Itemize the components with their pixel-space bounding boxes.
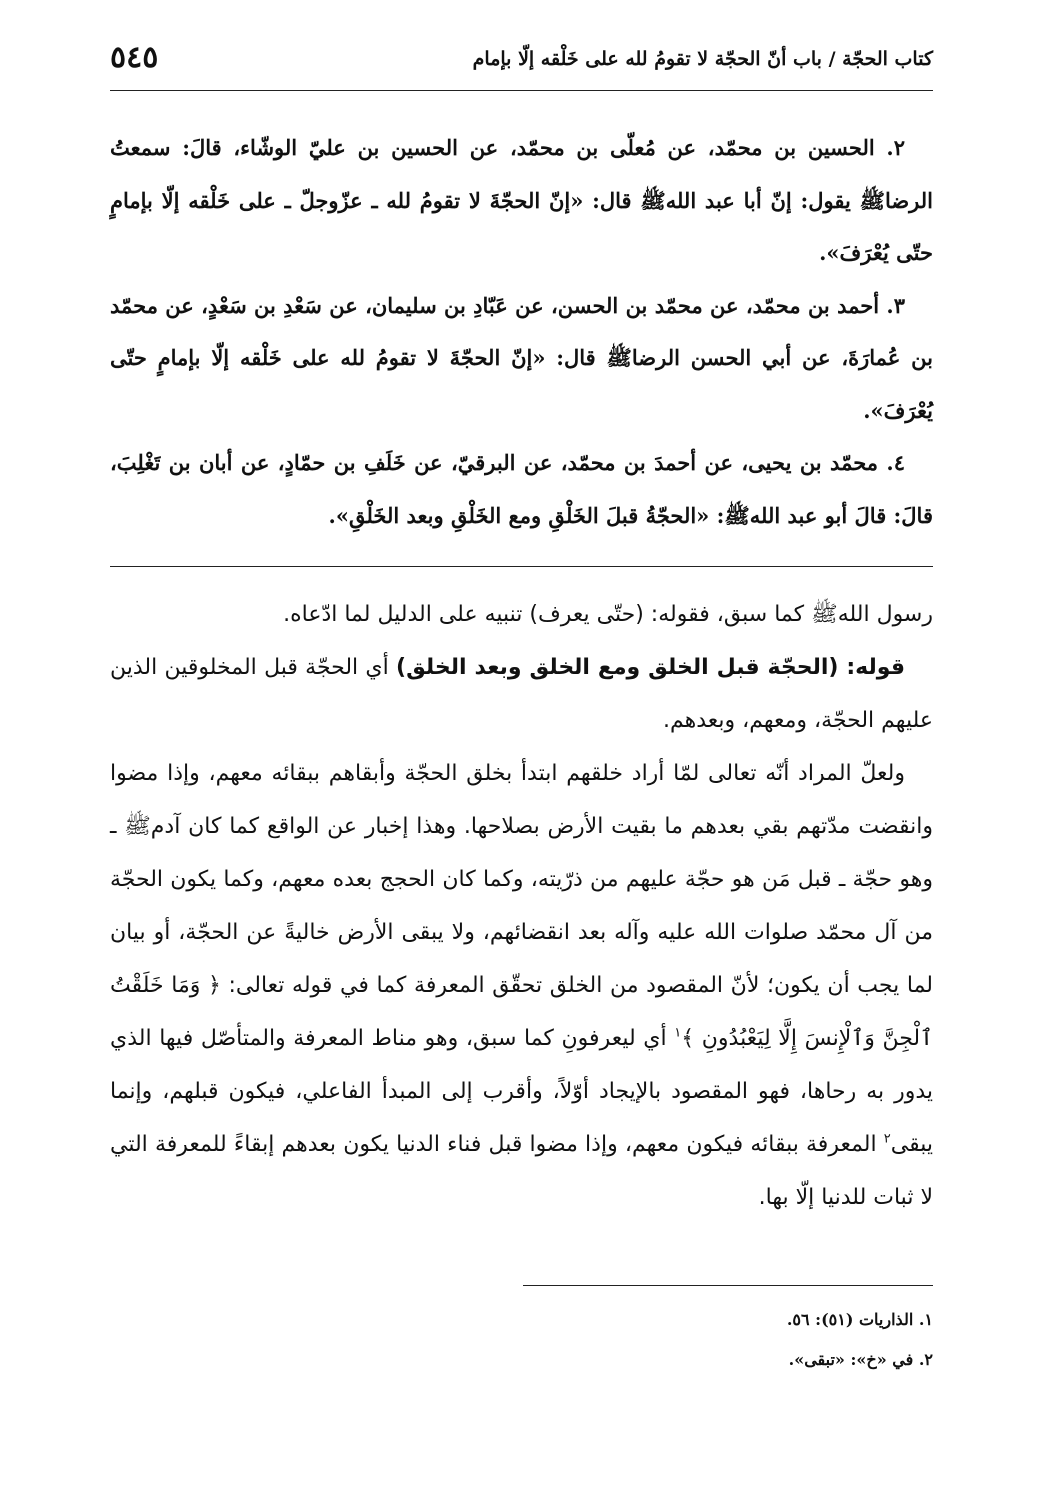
- chapter-title: كتاب الحجّة / باب أنّ الحجّة لا تقومُ لله على خَلْقه إلّا بإمام: [472, 48, 933, 70]
- commentary-para-3-a: ولعلّ المراد أنّه تعالى لمّا أراد خلقهم ابتدأ بخلق الحجّة وأبقاهم ببقائه معهم، وإذا مضوا وانقضت مدّتهم بقي بعدهم ما بقيت الأرض بصلاحها. وهذا إخبار عن الواقع كما كان آدمﷺ ـ وهو حجّة ـ قبل مَن هو حجّة عليهم من ذرّيته، وكما كان الحجج بعده معهم، وكما يكون الحجّة من آل محمّد صلوات الله عليه وآله بعد انقضائهم، ولا يبقى الأرض خاليةً عن الحجّة، أو بيان لما يجب أن يكون؛ لأنّ المقصود من الخلق تحقّق المعرفة كما في قوله تعالى: ﴿ وَمَا خَلَقْتُ ٱلْجِنَّ وَٱلْإِنسَ إِلَّا لِيَعْبُدُونِ ﴾: [110, 761, 933, 1051]
- footnote-2: ٢. في «خ»: «تبقى».: [788, 1350, 933, 1369]
- hadith-3: ٣. أحمد بن محمّد، عن محمّد بن الحسن، عن عَبّادِ بن سليمان، عن سَعْدِ بن سَعْدٍ، عن محمّد بن عُمارَةَ، عن أبي الحسن الرضاﷺ قال: «إنّ الحجّةَ لا تقومُ لله على خَلْقه إلّا بإمامٍ حتّى يُعْرَفَ».: [110, 292, 933, 423]
- commentary-explanation: أي الحجّة قبل المخلوقين الذين عليهم الحجّة، ومعهم، وبعدهم.: [110, 655, 933, 733]
- footnotes: [110, 1300, 933, 1380]
- running-header: [110, 40, 933, 90]
- section-divider: [110, 566, 933, 567]
- footnote-rule: [523, 1285, 933, 1286]
- footnote-ref-1[interactable]: ١: [674, 1025, 682, 1041]
- hadith-text: [110, 122, 933, 542]
- hadith-4: ٤. محمّد بن يحيى، عن أحمدَ بن محمّد، عن البرقيّ، عن خَلَفِ بن حمّادٍ، عن أبان بن تَغْلِبَ، قالَ: قالَ أبو عبد اللهﷺ: «الحجّةُ قبلَ الخَلْقِ ومع الخَلْقِ وبعد الخَلْقِ».: [110, 450, 933, 528]
- header-rule: [110, 90, 933, 91]
- commentary-text: [110, 588, 933, 1224]
- commentary-para-3-b: أي ليعرفونِ كما سبق، وهو مناط المعرفة والمتأصّل فيها الذي يدور به رحاها، فهو المقصود بالإيجاد أوّلاً، وأقرب إلى المبدأ الفاعلي، فيكون قبلهم، وإنما يبقى: [110, 1026, 933, 1157]
- footnote-ref-2[interactable]: ٢: [883, 1131, 891, 1147]
- commentary-quote: قوله: (الحجّة قبل الخلق ومع الخلق وبعد الخلق): [396, 655, 905, 680]
- commentary-para-3-c: المعرفة ببقائه فيكون معهم، وإذا مضوا قبل فناء الدنيا يكون بعدهم إبقاءً للمعرفة التي لا ثبات للدنيا إلّا بها.: [110, 1132, 933, 1210]
- commentary-para-1: رسول اللهﷺ كما سبق، فقوله: (حتّى يعرف) تنبيه على الدليل لما ادّعاه.: [283, 602, 933, 627]
- hadith-2: ٢. الحسين بن محمّد، عن مُعلّى بن محمّد، عن الحسين بن عليّ الوشّاء، قالَ: سمعتُ الرضاﷺ يقول: إنّ أبا عبد اللهﷺ قال: «إنّ الحجّةَ لا تقومُ لله ـ عزّوجلّ ـ على خَلْقه إلّا بإمامٍ حتّى يُعْرَفَ».: [110, 135, 933, 265]
- page-number: ٥٤٥: [110, 40, 159, 75]
- commentary-para-2: [110, 641, 933, 747]
- commentary-para-3: [110, 747, 933, 1224]
- footnote-1: ١. الذاريات (٥١): ٥٦.: [786, 1310, 933, 1329]
